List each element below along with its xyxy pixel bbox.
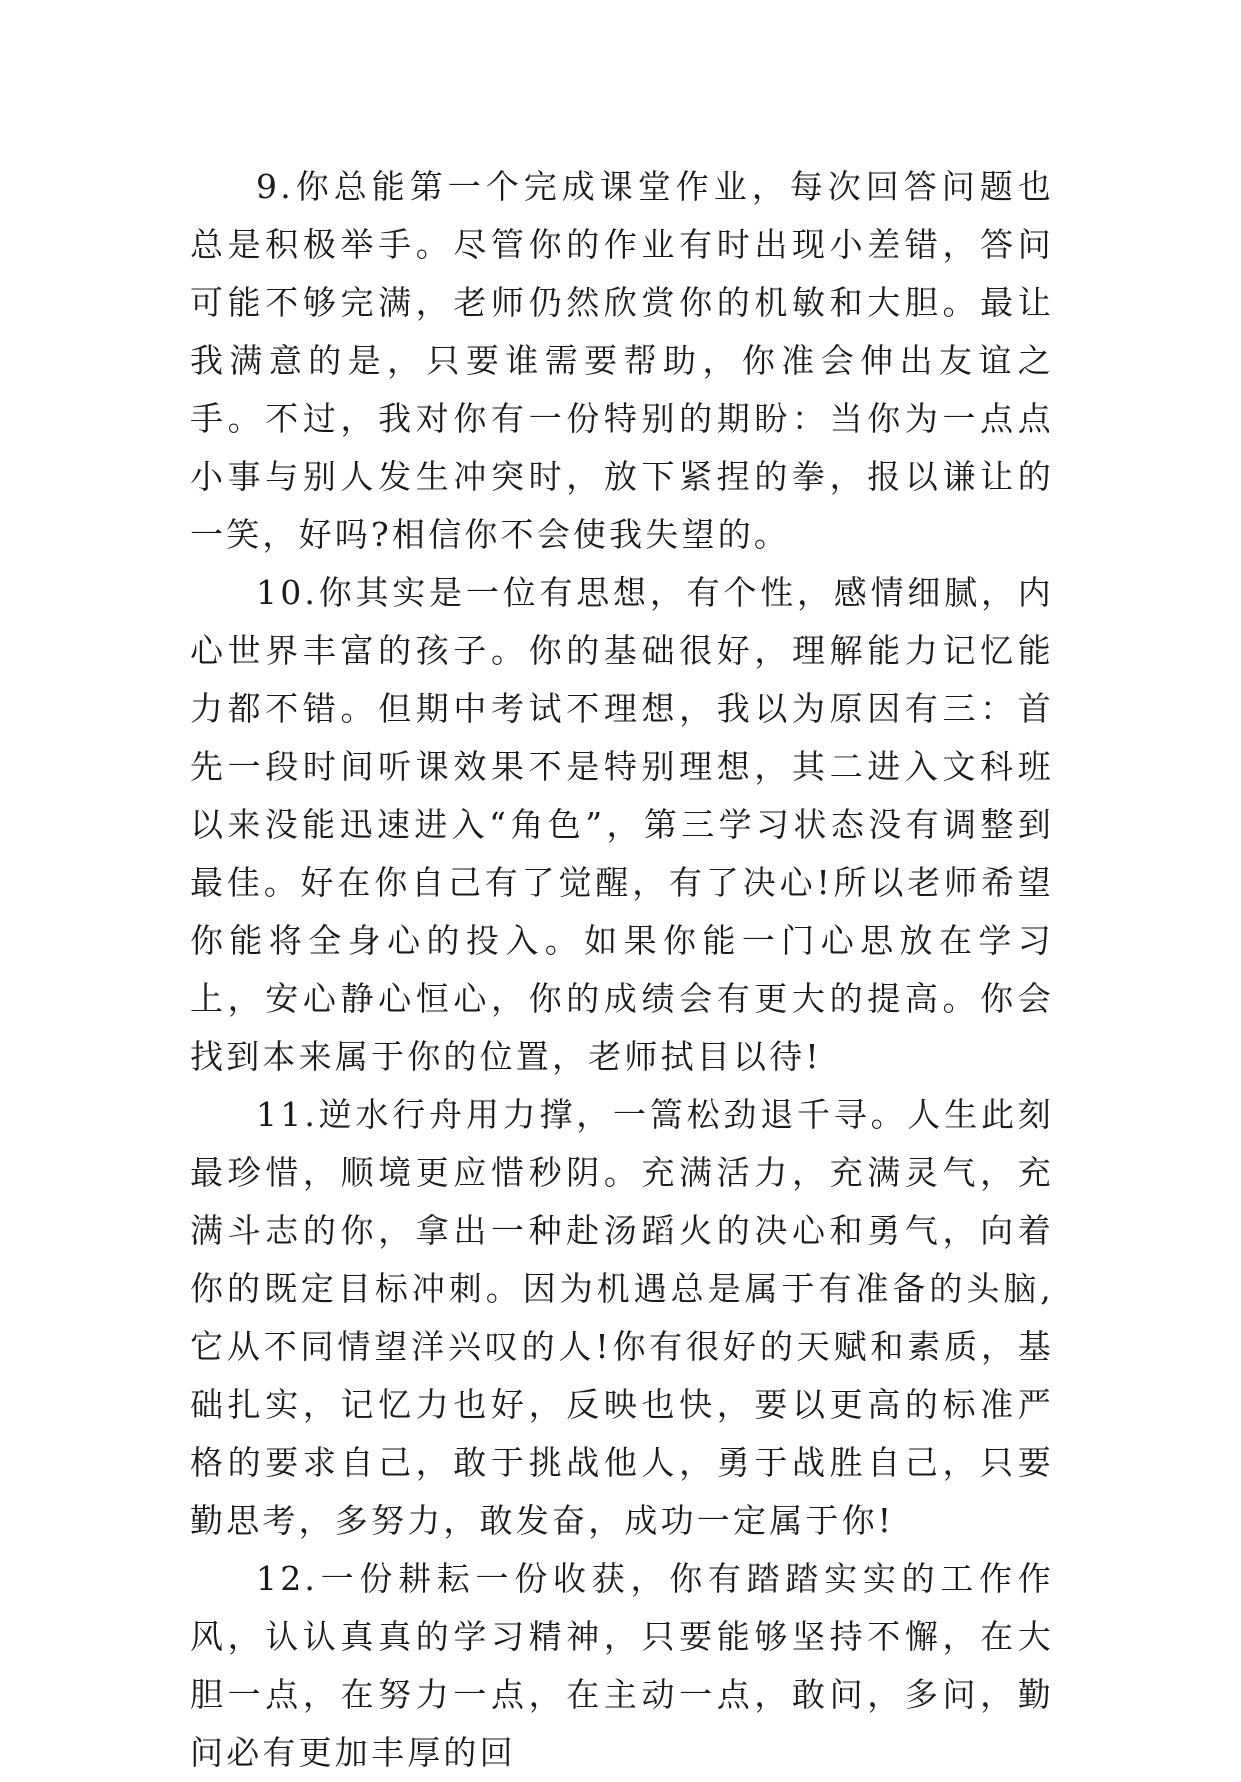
document-body (190, 158, 1054, 1782)
paragraph-11: 11.逆水行舟用力撑，一篙松劲退千寻。人生此刻最珍惜，顺境更应惜秒阴。充满活力，充满灵气，充满斗志的你，拿出一种赴汤蹈火的决心和勇气，向着你的既定目标冲刺。因为机遇总是属于有准备的头脑,它从不同情望洋兴叹的人!你有很好的天赋和素质，基础扎实，记忆力也好，反映也快，要以更高的标准严格的要求自己，敢于挑战他人，勇于战胜自己，只要勤思考，多努力，敢发奋，成功一定属于你! (190, 1095, 1054, 1540)
paragraph-10: 10.你其实是一位有思想，有个性，感情细腻，内心世界丰富的孩子。你的基础很好，理解能力记忆能力都不错。但期中考试不理想，我以为原因有三：首先一段时间听课效果不是特别理想，其二进入文科班以来没能迅速进入“角色”，第三学习状态没有调整到最佳。好在你自己有了觉醒，有了决心!所以老师希望你能将全身心的投入。如果你能一门心思放在学习上，安心静心恒心，你的成绩会有更大的提高。你会找到本来属于你的位置，老师拭目以待! (190, 573, 1054, 1076)
paragraph-9: 9.你总能第一个完成课堂作业，每次回答问题也总是积极举手。尽管你的作业有时出现小差错，答问可能不够完满，老师仍然欣赏你的机敏和大胆。最让我满意的是，只要谁需要帮助，你准会伸出友谊之手。不过，我对你有一份特别的期盼：当你为一点点小事与别人发生冲突时，放下紧捏的拳，报以谦让的一笑，好吗?相信你不会使我失望的。 (190, 167, 1054, 554)
paragraph-12: 12.一份耕耘一份收获，你有踏踏实实的工作作风，认认真真的学习精神，只要能够坚持不懈，在大胆一点，在努力一点，在主动一点，敢问，多问，勤问必有更加丰厚的回 (190, 1559, 1054, 1772)
